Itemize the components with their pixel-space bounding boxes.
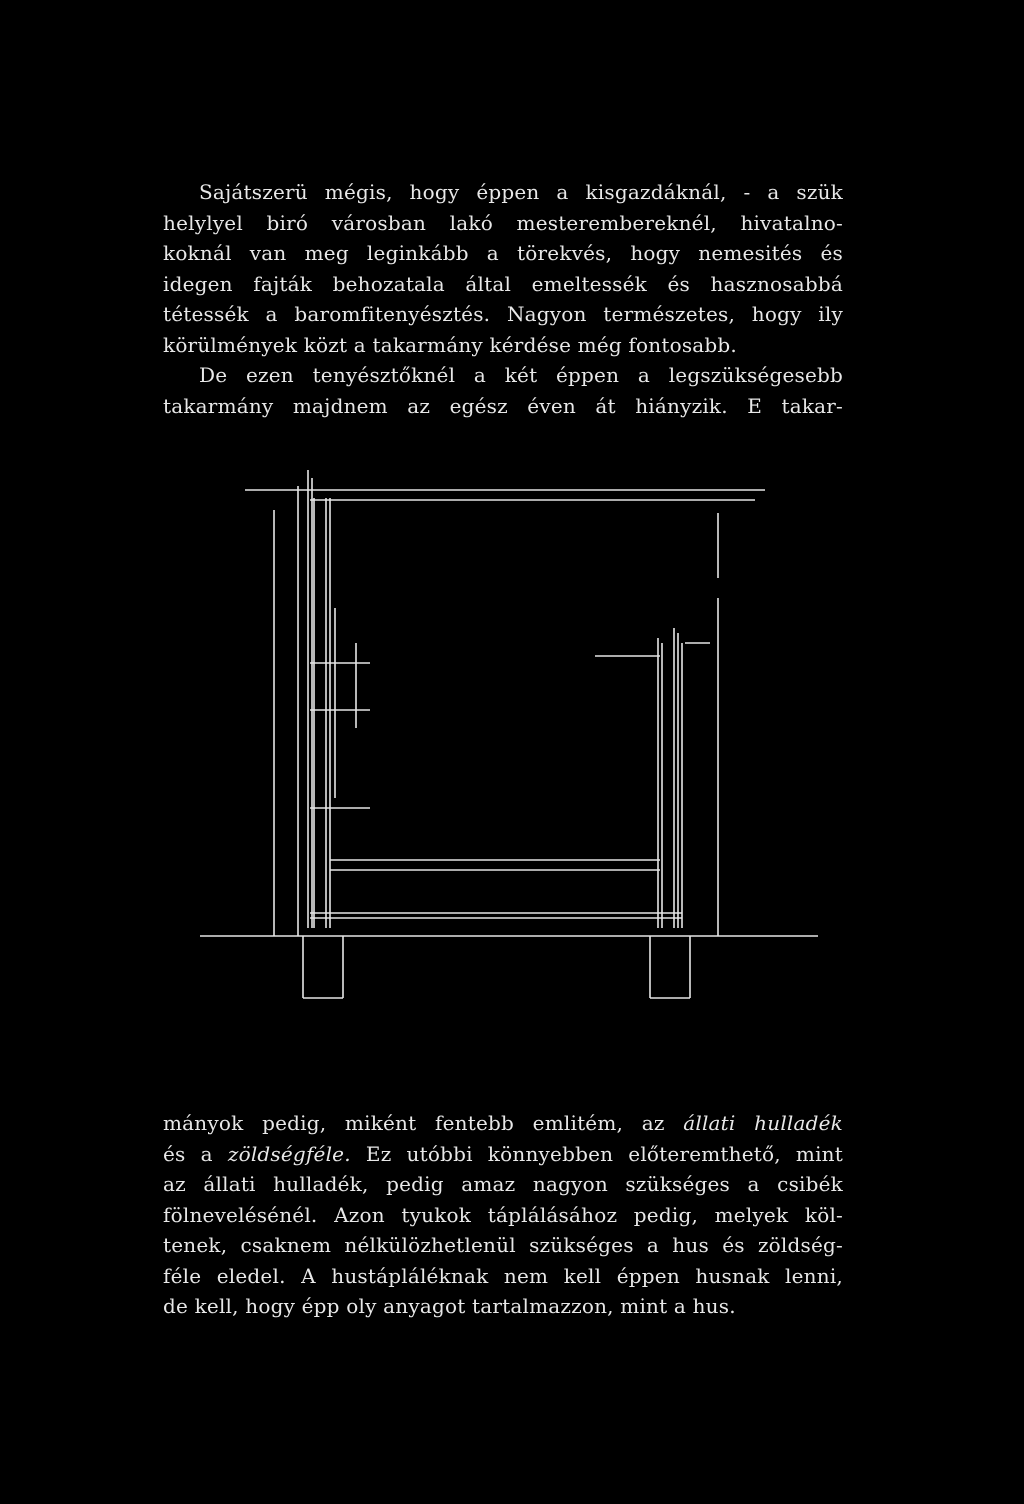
text-line: De ezen tenyésztőknél a két éppen a legszükségesebb	[199, 363, 843, 387]
text-line: de kell, hogy épp oly anyagot tartalmazzon, mint a hus.	[163, 1294, 736, 1318]
coop-cross-section-figure	[190, 458, 830, 1018]
text-line: Sajátszerü mégis, hogy éppen a kisgazdáknál, - a szük	[199, 180, 843, 204]
emphasis-text: állati hulladék	[683, 1111, 843, 1135]
text-run: és a	[163, 1141, 228, 1166]
text-line: az állati hulladék, pedig amaz nagyon szükséges a csibék	[163, 1172, 843, 1196]
text-line	[163, 1139, 843, 1170]
paragraph-top	[163, 177, 843, 421]
text-run: Ez utóbbi könnyebben előteremthető, mint	[350, 1141, 843, 1166]
text-line: féle eledel. A hustápláléknak nem kell éppen husnak lenni,	[163, 1263, 843, 1288]
text-line: koknál van meg leginkább a törekvés, hogy nemesités és	[163, 241, 843, 265]
paragraph-bottom	[163, 1108, 843, 1322]
text-line: tenek, csaknem nélkülözhetlenül szükséges a hus és zöldség-	[163, 1233, 843, 1257]
emphasis-text: zöldségféle.	[227, 1141, 351, 1166]
text-line: tétessék a baromfitenyésztés. Nagyon természetes, hogy ily	[163, 302, 843, 326]
text-run: mányok pedig, miként fentebb emlitém, az	[163, 1111, 684, 1135]
text-line: helylyel biró városban lakó mesterembereknél, hivatalno-	[163, 210, 843, 235]
text-line: fölnevelésénél. Azon tyukok táplálásához pedig, melyek köl-	[163, 1202, 843, 1227]
text-line	[163, 1108, 843, 1139]
text-line: körülmények közt a takarmány kérdése még fontosabb.	[163, 332, 737, 357]
text-line: idegen fajták behozatala által emeltessék és hasznosabbá	[163, 271, 843, 296]
text-line: takarmány majdnem az egész éven át hiányzik. E takar-	[163, 393, 843, 418]
